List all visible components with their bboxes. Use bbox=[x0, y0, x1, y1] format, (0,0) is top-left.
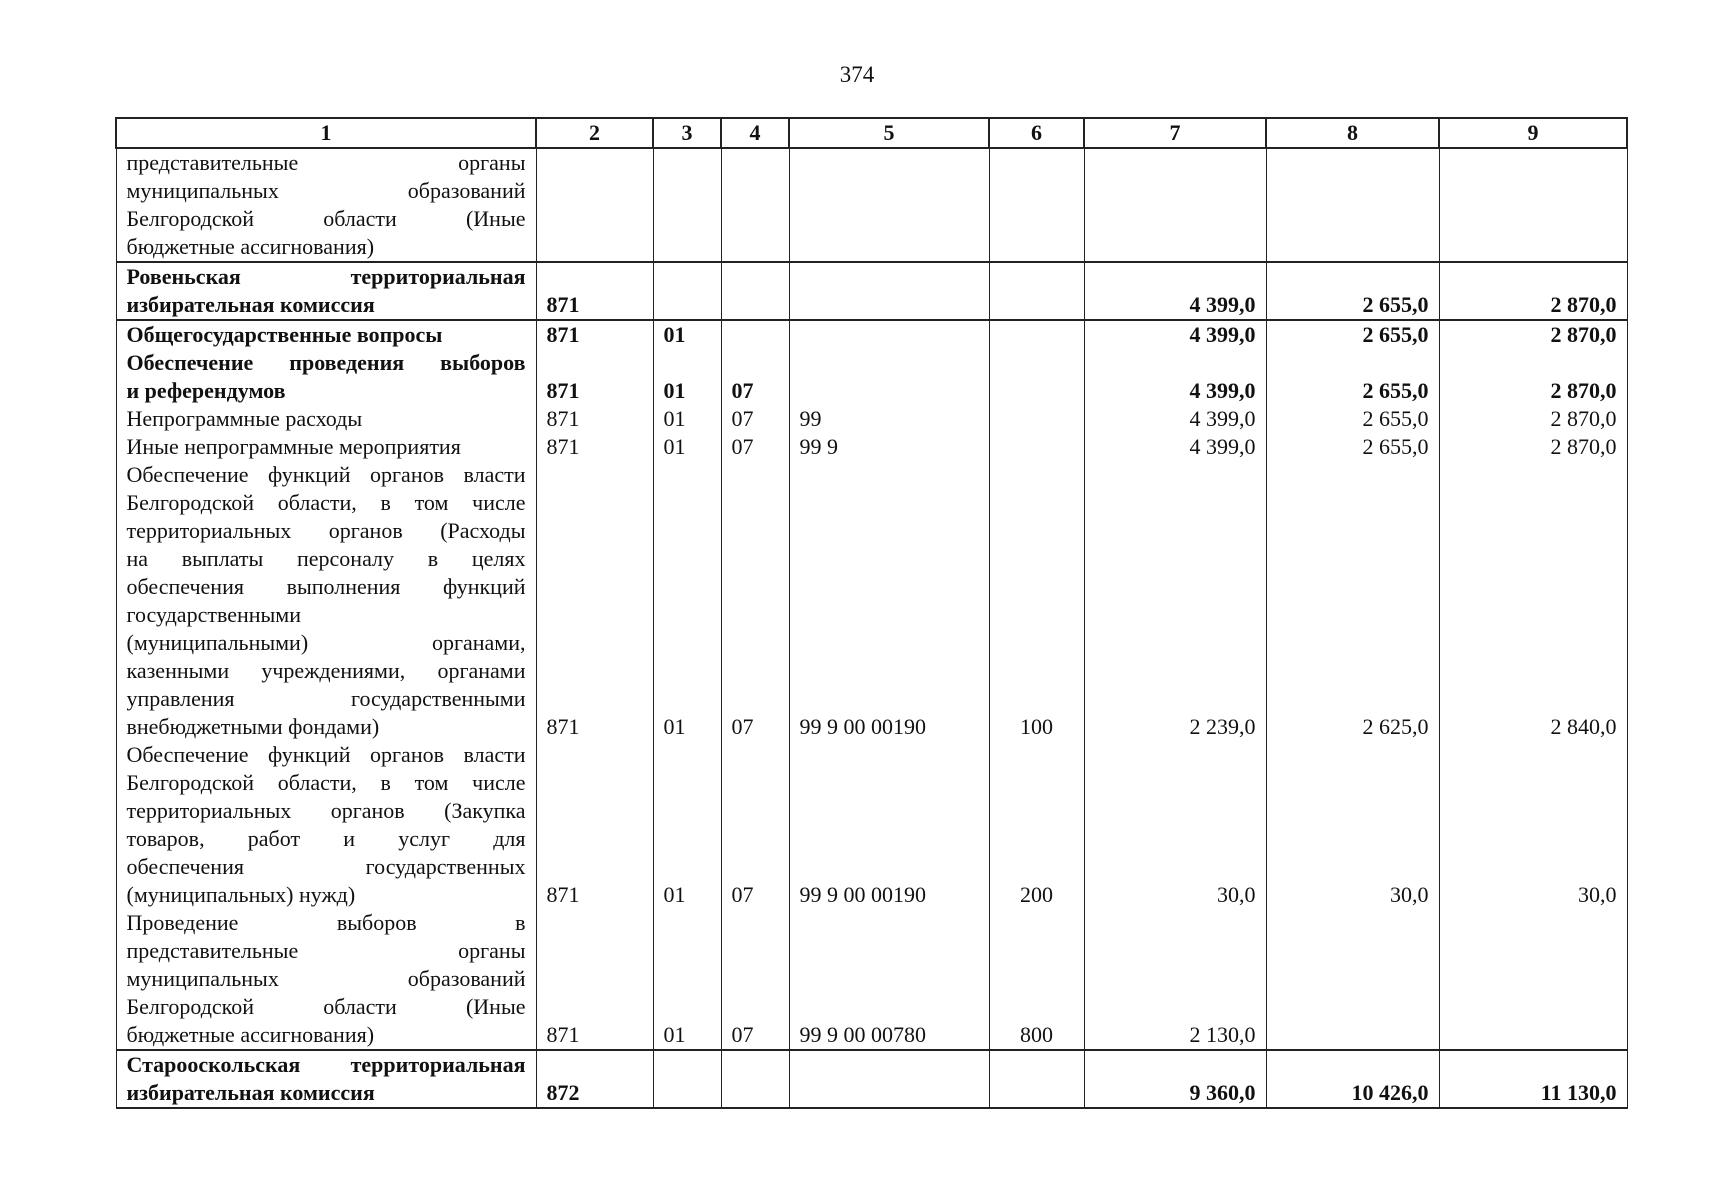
description-line: муниципальных образований bbox=[126, 178, 526, 203]
description-line: Белгородской области (Иные bbox=[126, 206, 526, 231]
code-ministry: 871 bbox=[536, 262, 653, 320]
row-description bbox=[116, 349, 536, 405]
description-line: и референдумов bbox=[126, 378, 286, 403]
code-subsection bbox=[721, 148, 789, 262]
code-expense-type bbox=[989, 405, 1084, 433]
amount-year-2: 10 426,0 bbox=[1266, 1050, 1439, 1108]
code-section: 01 bbox=[653, 461, 721, 741]
code-subsection: 07 bbox=[721, 909, 789, 1050]
column-header: 7 bbox=[1084, 118, 1266, 148]
amount-year-1: 4 399,0 bbox=[1084, 349, 1266, 405]
description-line: Общегосударственные вопросы bbox=[126, 322, 443, 347]
description-line: обеспечения государственных bbox=[126, 854, 526, 879]
code-ministry: 872 bbox=[536, 1050, 653, 1108]
column-header: 5 bbox=[789, 118, 989, 148]
row-description bbox=[116, 461, 536, 741]
amount-year-1: 4 399,0 bbox=[1084, 433, 1266, 461]
description-line: Старооскольская территориальная bbox=[126, 1052, 526, 1077]
description-line: избирательная комиссия bbox=[126, 292, 375, 317]
code-subsection bbox=[721, 262, 789, 320]
row-description bbox=[116, 909, 536, 1050]
amount-year-1: 2 239,0 bbox=[1084, 461, 1266, 741]
code-section: 01 bbox=[653, 741, 721, 909]
code-section bbox=[653, 1050, 721, 1108]
amount-year-3 bbox=[1439, 909, 1627, 1050]
column-header: 8 bbox=[1266, 118, 1439, 148]
code-section: 01 bbox=[653, 405, 721, 433]
code-ministry: 871 bbox=[536, 320, 653, 349]
table-row bbox=[116, 262, 1627, 320]
amount-year-2: 30,0 bbox=[1266, 741, 1439, 909]
description-line: избирательная комиссия bbox=[126, 1080, 375, 1105]
code-expense-type bbox=[989, 262, 1084, 320]
table-row bbox=[116, 405, 1627, 433]
row-description bbox=[116, 320, 536, 349]
code-expense-type bbox=[989, 349, 1084, 405]
amount-year-2: 2 655,0 bbox=[1266, 405, 1439, 433]
code-target: 99 9 00 00190 bbox=[789, 741, 989, 909]
code-target bbox=[789, 1050, 989, 1108]
description-line: территориальных органов (Расходы bbox=[126, 518, 526, 543]
row-description bbox=[116, 262, 536, 320]
description-line: Проведение выборов в bbox=[126, 910, 526, 935]
description-line: обеспечения выполнения функций bbox=[126, 574, 526, 599]
table-row bbox=[116, 741, 1627, 909]
description-line: Обеспечение проведения выборов bbox=[126, 350, 526, 375]
description-line: внебюджетными фондами) bbox=[126, 714, 380, 739]
code-target: 99 bbox=[789, 405, 989, 433]
description-line: Белгородской области (Иные bbox=[126, 994, 526, 1019]
code-ministry bbox=[536, 148, 653, 262]
description-line: управления государственными bbox=[126, 686, 526, 711]
amount-year-3: 2 870,0 bbox=[1439, 349, 1627, 405]
description-line: представительные органы bbox=[126, 150, 526, 175]
code-target bbox=[789, 148, 989, 262]
description-line: Обеспечение функций органов власти bbox=[126, 462, 526, 487]
description-line: территориальных органов (Закупка bbox=[126, 798, 526, 823]
description-line: бюджетные ассигнования) bbox=[126, 234, 375, 259]
code-target: 99 9 bbox=[789, 433, 989, 461]
table-row bbox=[116, 1050, 1627, 1108]
amount-year-2: 2 625,0 bbox=[1266, 461, 1439, 741]
code-ministry: 871 bbox=[536, 405, 653, 433]
amount-year-3: 2 840,0 bbox=[1439, 461, 1627, 741]
description-line: (муниципальных) нужд) bbox=[126, 882, 356, 907]
amount-year-3 bbox=[1439, 148, 1627, 262]
code-expense-type bbox=[989, 320, 1084, 349]
amount-year-3: 2 870,0 bbox=[1439, 262, 1627, 320]
table-row bbox=[116, 909, 1627, 1050]
code-ministry: 871 bbox=[536, 741, 653, 909]
code-ministry: 871 bbox=[536, 461, 653, 741]
table-row bbox=[116, 433, 1627, 461]
description-line: Непрограммные расходы bbox=[126, 406, 363, 431]
description-line: государственными bbox=[126, 602, 301, 627]
code-expense-type: 200 bbox=[989, 741, 1084, 909]
amount-year-3: 30,0 bbox=[1439, 741, 1627, 909]
column-header: 3 bbox=[653, 118, 721, 148]
column-header: 4 bbox=[721, 118, 789, 148]
row-description bbox=[116, 433, 536, 461]
code-ministry: 871 bbox=[536, 909, 653, 1050]
amount-year-1: 2 130,0 bbox=[1084, 909, 1266, 1050]
amount-year-2: 2 655,0 bbox=[1266, 320, 1439, 349]
description-line: Ровеньская территориальная bbox=[126, 264, 526, 289]
description-line: товаров, работ и услуг для bbox=[126, 826, 526, 851]
amount-year-2 bbox=[1266, 909, 1439, 1050]
amount-year-3: 2 870,0 bbox=[1439, 405, 1627, 433]
code-subsection: 07 bbox=[721, 349, 789, 405]
amount-year-3: 2 870,0 bbox=[1439, 320, 1627, 349]
table-row bbox=[116, 320, 1627, 349]
description-line: казенными учреждениями, органами bbox=[126, 658, 526, 683]
amount-year-1: 4 399,0 bbox=[1084, 262, 1266, 320]
description-line: Обеспечение функций органов власти bbox=[126, 742, 526, 767]
table-row bbox=[116, 461, 1627, 741]
code-expense-type: 100 bbox=[989, 461, 1084, 741]
code-target bbox=[789, 320, 989, 349]
code-expense-type bbox=[989, 1050, 1084, 1108]
amount-year-3: 2 870,0 bbox=[1439, 433, 1627, 461]
amount-year-1: 30,0 bbox=[1084, 741, 1266, 909]
row-description bbox=[116, 405, 536, 433]
code-target: 99 9 00 00190 bbox=[789, 461, 989, 741]
code-subsection: 07 bbox=[721, 741, 789, 909]
row-description bbox=[116, 148, 536, 262]
column-header: 9 bbox=[1439, 118, 1627, 148]
amount-year-1: 4 399,0 bbox=[1084, 320, 1266, 349]
code-subsection: 07 bbox=[721, 461, 789, 741]
table-row bbox=[116, 148, 1627, 262]
amount-year-2 bbox=[1266, 148, 1439, 262]
code-subsection: 07 bbox=[721, 405, 789, 433]
column-header: 6 bbox=[989, 118, 1084, 148]
code-section: 01 bbox=[653, 320, 721, 349]
code-section bbox=[653, 148, 721, 262]
amount-year-1: 9 360,0 bbox=[1084, 1050, 1266, 1108]
column-header: 1 bbox=[116, 118, 536, 148]
amount-year-3: 11 130,0 bbox=[1439, 1050, 1627, 1108]
description-line: Белгородской области, в том числе bbox=[126, 770, 526, 795]
amount-year-2: 2 655,0 bbox=[1266, 262, 1439, 320]
code-section: 01 bbox=[653, 349, 721, 405]
description-line: Белгородской области, в том числе bbox=[126, 490, 526, 515]
code-expense-type bbox=[989, 433, 1084, 461]
description-line: (муниципальными) органами, bbox=[126, 630, 526, 655]
description-line: Иные непрограммные мероприятия bbox=[126, 434, 461, 459]
amount-year-2: 2 655,0 bbox=[1266, 433, 1439, 461]
code-subsection: 07 bbox=[721, 433, 789, 461]
code-subsection bbox=[721, 320, 789, 349]
code-target bbox=[789, 262, 989, 320]
table-row bbox=[116, 349, 1627, 405]
code-expense-type: 800 bbox=[989, 909, 1084, 1050]
code-subsection bbox=[721, 1050, 789, 1108]
code-ministry: 871 bbox=[536, 349, 653, 405]
description-line: бюджетные ассигнования) bbox=[126, 1022, 375, 1047]
page-number: 374 bbox=[839, 62, 875, 87]
code-expense-type bbox=[989, 148, 1084, 262]
description-line: представительные органы bbox=[126, 938, 526, 963]
code-target bbox=[789, 349, 989, 405]
header-row bbox=[116, 118, 1627, 148]
budget-table bbox=[115, 117, 1628, 1109]
amount-year-1: 4 399,0 bbox=[1084, 405, 1266, 433]
description-line: муниципальных образований bbox=[126, 966, 526, 991]
amount-year-2: 2 655,0 bbox=[1266, 349, 1439, 405]
code-section: 01 bbox=[653, 433, 721, 461]
row-description bbox=[116, 1050, 536, 1108]
row-description bbox=[116, 741, 536, 909]
code-ministry: 871 bbox=[536, 433, 653, 461]
code-section: 01 bbox=[653, 909, 721, 1050]
column-header: 2 bbox=[536, 118, 653, 148]
description-line: на выплаты персоналу в целях bbox=[126, 546, 526, 571]
code-section bbox=[653, 262, 721, 320]
code-target: 99 9 00 00780 bbox=[789, 909, 989, 1050]
amount-year-1 bbox=[1084, 148, 1266, 262]
